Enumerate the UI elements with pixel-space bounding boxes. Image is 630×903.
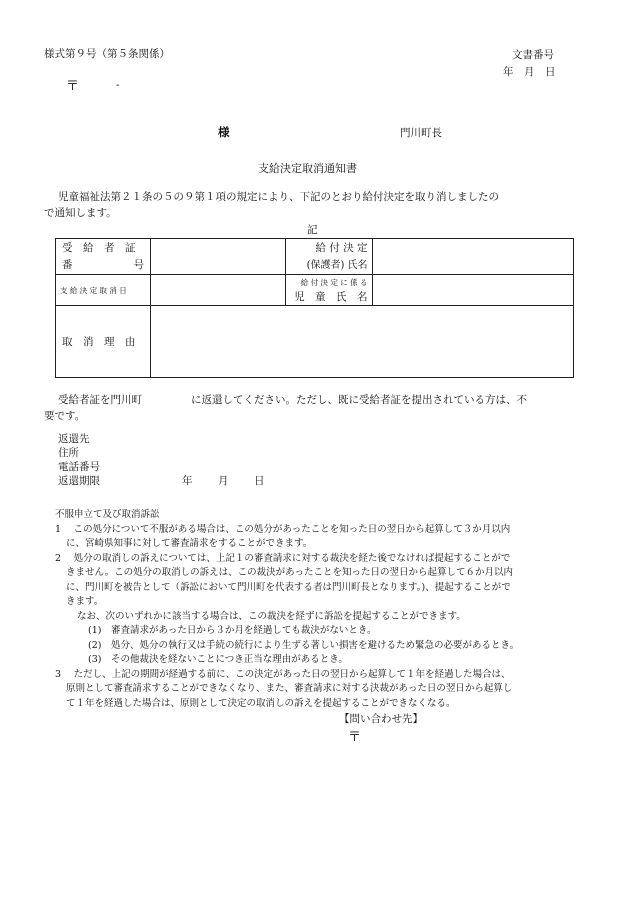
- reason-value-cell[interactable]: [150, 306, 573, 378]
- addressee-honorific: 様: [218, 125, 230, 139]
- deadline-day: 日: [254, 475, 265, 487]
- cert-label-ban: 番: [62, 258, 73, 271]
- intro-line-2: で通知します。: [44, 207, 117, 219]
- postal-mark: 〒: [66, 79, 80, 94]
- decision-label-line-1: 給 付 決 定: [315, 241, 368, 254]
- appeal-sub-1: (1) 審査請求があった日から３か月を経過しても裁決がないとき。: [88, 625, 377, 636]
- guardian-name-value-cell[interactable]: [372, 239, 573, 275]
- cert-number-value-cell[interactable]: [150, 239, 285, 275]
- child-name-value-cell[interactable]: [372, 275, 573, 306]
- cert-label-line-1: 受 給 者 証: [62, 241, 136, 254]
- cancel-date-label-cell: [56, 275, 151, 306]
- appeal-sub-3: (3) その他裁決を経ないことにつき正当な理由があるとき。: [88, 654, 348, 665]
- appeal-p2-line-5: なお、次のいずれかに該当する場合は、この裁決を経ずに訴訟を提起することができます。: [77, 610, 466, 622]
- guardian-name-label-cell: [285, 239, 372, 275]
- intro-line-1: 児童福祉法第２１条の５の９第１項の規定により、下記のとおり給付決定を取り消しましたの: [58, 191, 499, 203]
- document-number-label: 文書番号: [512, 49, 554, 61]
- cert-label-go: 号: [133, 258, 144, 271]
- page-title: 支給決定取消通知書: [258, 162, 357, 175]
- deadline-month: 月: [218, 475, 229, 487]
- appeal-section: [44, 508, 592, 711]
- child-label-line-1: 給 付 決 定 に 係 る: [300, 278, 368, 287]
- decision-label-line-2: (保護者) 氏名: [306, 259, 368, 271]
- appeal-p2-line-3: に、門川町を被告として（訴訟において門川町を代表する者は門川町長となります。)、提起することがで: [66, 581, 511, 593]
- contact-heading: 【問い合わせ先】: [339, 713, 423, 725]
- appeal-p2-line-2: きません。この処分の取消しの訴えは、この裁決があったことを知った日の翌日から起算して６か月以内: [66, 567, 513, 578]
- appeal-p1-line-1: 1 この処分について不服がある場合は、この処分があったことを知った日の翌日から起算して３か月以内: [55, 523, 511, 535]
- return-destination-label: 返還先: [58, 433, 90, 445]
- date-label: 年 月 日: [503, 66, 556, 78]
- reason-label: 取 消 理 由: [62, 336, 136, 348]
- appeal-sub-2: (2) 処分、処分の執行又は手続の続行により生ずる著しい損害を避けるため緊急の必要があるとき。: [88, 639, 520, 651]
- return-notice-line-1a: 受給者証を門川町: [58, 394, 142, 406]
- form-number: 様式第９号（第５条関係）: [44, 48, 170, 60]
- sender-name: 門川町長: [400, 127, 442, 139]
- return-notice-line-1b: に返還してください。ただし、既に受給者証を提出されている方は、不: [191, 394, 527, 406]
- appeal-p3-line-1: 3 ただし、上記の期間が経過する前に、この決定があった日の翌日から起算して１年を経過した場合は、: [55, 668, 511, 680]
- child-label-line-2: 児 童 氏 名: [294, 291, 368, 303]
- appeal-p2-line-1: 2 処分の取消しの訴えについては、上記１の審査請求に対する裁決を経た後でなければ提起することがで: [55, 552, 511, 564]
- appeal-p3-line-3: て１年を経過した場合は、原則として決定の取消しの訴えを提起することができなくなる。: [66, 697, 456, 709]
- child-name-label-cell: [285, 275, 372, 306]
- return-notice-line-2: 要です。: [44, 410, 86, 422]
- appeal-heading: 不服申立て及び取消訴訟: [55, 509, 160, 520]
- appeal-p1-line-2: に、宮崎県知事に対して審査請求をすることができます。: [66, 538, 313, 549]
- reason-label-cell: [56, 306, 151, 378]
- notice-form-table: [55, 238, 574, 378]
- return-deadline-label: 返還期限: [58, 475, 100, 487]
- cert-number-label-cell: [56, 239, 151, 275]
- appeal-p2-line-4: きます。: [66, 596, 104, 607]
- ki-heading: 記: [307, 224, 318, 236]
- cancel-date-value-cell[interactable]: [150, 275, 285, 306]
- postal-dash: -: [116, 79, 120, 91]
- return-address-label: 住所: [58, 447, 79, 459]
- deadline-year: 年: [182, 475, 193, 487]
- appeal-p3-line-2: 原則として審査請求することができなくなり、また、審査請求に対する決裁があった日の翌日から起算し: [66, 683, 513, 694]
- cancel-date-label: 支 給 決 定 取 消 日: [60, 285, 127, 295]
- contact-postal-mark: 〒: [348, 730, 362, 745]
- return-phone-label: 電話番号: [58, 461, 100, 473]
